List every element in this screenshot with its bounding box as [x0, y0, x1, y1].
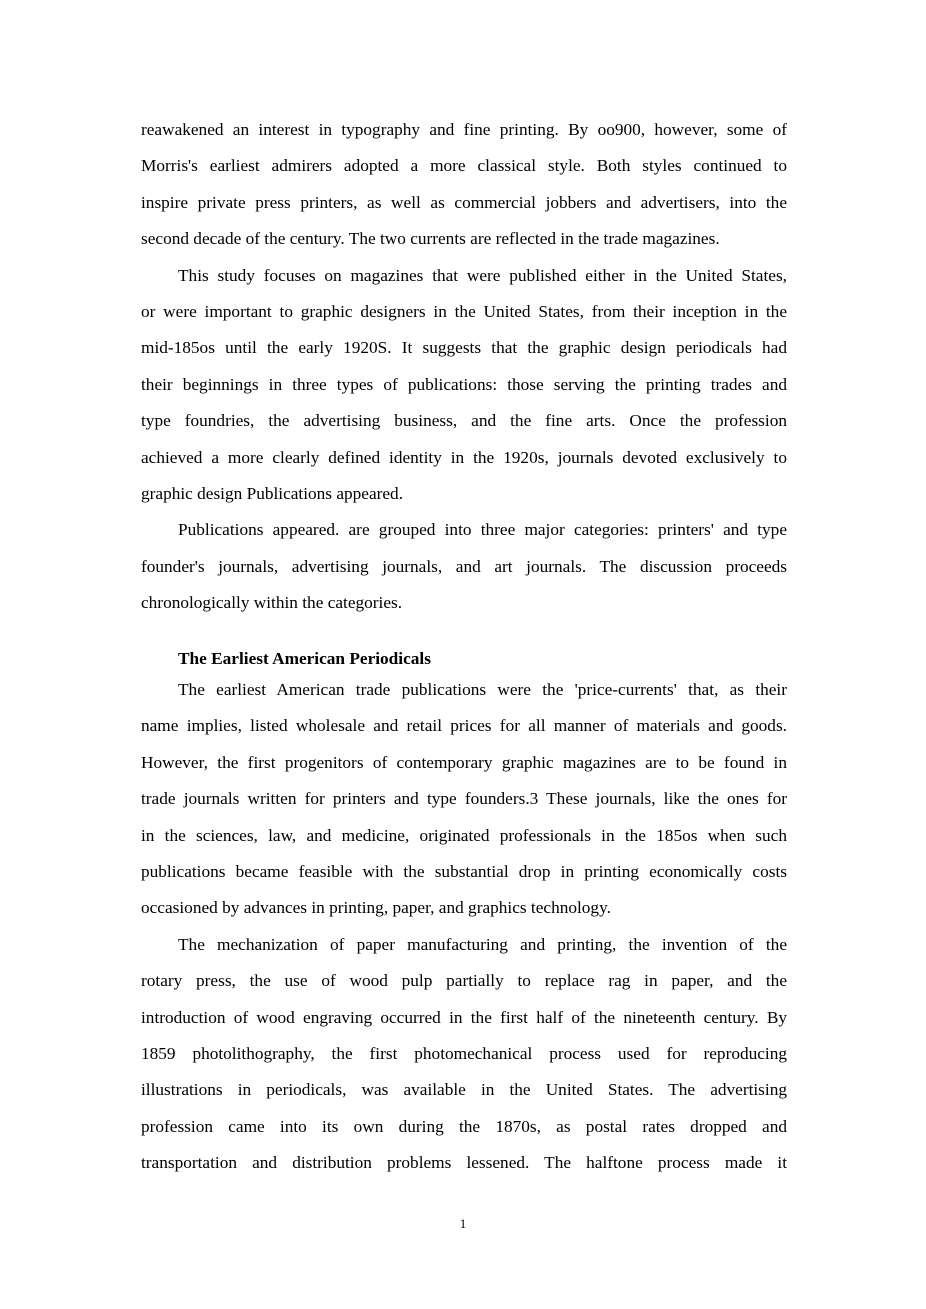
- text-line: However, the first progenitors of contemporary graphic magazines are to be found in: [141, 752, 787, 772]
- text-line: inspire private press printers, as well as commercial jobbers and advertisers, into the: [141, 192, 787, 212]
- text-line: The mechanization of paper manufacturing and printing, the invention of the: [178, 934, 787, 954]
- paragraph: [141, 512, 787, 621]
- text-line: name implies, listed wholesale and retail prices for all manner of materials and goods.: [141, 716, 787, 736]
- paragraph: [141, 112, 787, 258]
- text-line: trade journals written for printers and type founders.3 These journals, like the ones for: [141, 789, 787, 809]
- text-line: transportation and distribution problems lessened. The halftone process made it: [141, 1153, 787, 1173]
- text-line: reawakened an interest in typography and fine printing. By oo900, however, some of: [141, 120, 787, 139]
- body-text-bottom: [141, 672, 787, 1182]
- text-line: introduction of wood engraving occurred in the first half of the nineteenth century. By: [141, 1007, 787, 1027]
- text-line: mid-185os until the early 1920S. It suggests that the graphic design periodicals had: [141, 338, 787, 358]
- text-line: publications became feasible with the substantial drop in printing economically costs: [141, 862, 787, 882]
- text-line: their beginnings in three types of publications: those serving the printing trades and: [141, 374, 787, 394]
- page-number: 1: [459, 1216, 467, 1231]
- text-line: This study focuses on magazines that were published either in the United States,: [178, 265, 787, 285]
- paragraph: [141, 258, 787, 513]
- text-line: Publications appeared. are grouped into three major categories: printers' and type: [178, 520, 787, 540]
- text-line: graphic design Publications appeared.: [141, 484, 404, 504]
- text-line: in the sciences, law, and medicine, originated professionals in the 185os when such: [141, 825, 787, 845]
- text-line: profession came into its own during the 1870s, as postal rates dropped and: [141, 1116, 787, 1136]
- text-line: type foundries, the advertising business, and the fine arts. Once the profession: [141, 411, 787, 431]
- text-line: second decade of the century. The two currents are reflected in the trade magazines.: [141, 229, 720, 249]
- paragraph: [141, 927, 787, 1182]
- section-heading: The Earliest American Periodicals: [178, 649, 431, 668]
- text-line: occasioned by advances in printing, paper, and graphics technology.: [141, 898, 611, 918]
- paragraph: [141, 672, 787, 927]
- text-line: founder's journals, advertising journals, and art journals. The discussion proceeds: [141, 556, 787, 576]
- text-line: The earliest American trade publications were the 'price-currents' that, as their: [178, 680, 787, 699]
- text-line: or were important to graphic designers in the United States, from their inception in the: [141, 302, 787, 322]
- text-line: rotary press, the use of wood pulp partially to replace rag in paper, and the: [141, 971, 787, 991]
- text-line: chronologically within the categories.: [141, 593, 403, 613]
- text-line: 1859 photolithography, the first photomechanical process used for reproducing: [141, 1044, 787, 1064]
- body-text-top: [141, 112, 787, 622]
- text-line: Morris's earliest admirers adopted a more classical style. Both styles continued to: [141, 156, 787, 176]
- text-line: achieved a more clearly defined identity in the 1920s, journals devoted exclusively to: [141, 447, 787, 467]
- text-line: illustrations in periodicals, was available in the United States. The advertising: [141, 1080, 787, 1100]
